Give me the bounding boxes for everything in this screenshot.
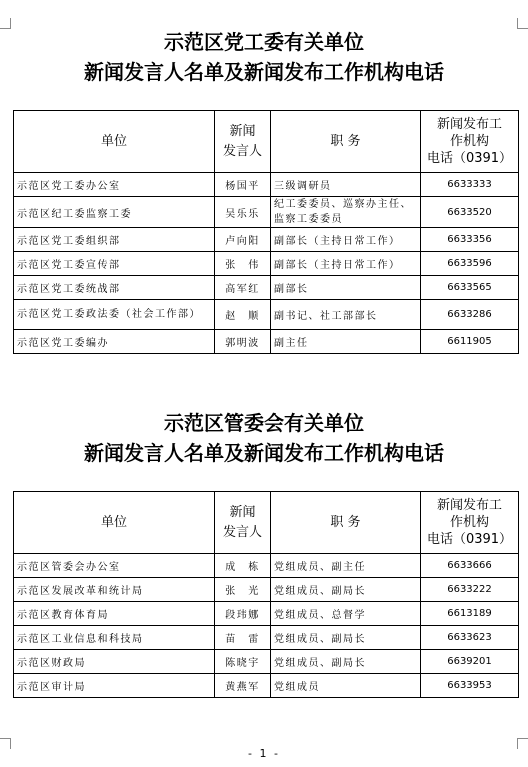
header-position: 职 务 (271, 492, 421, 554)
position-cell: 副部长（主持日常工作） (271, 228, 421, 252)
name-cell: 段玮娜 (215, 602, 271, 626)
section2-title-line2: 新闻发言人名单及新闻发布工作机构电话 (84, 441, 444, 465)
table-row (14, 650, 519, 674)
phone-cell: 6633596 (421, 252, 519, 276)
section1-title-line2: 新闻发言人名单及新闻发布工作机构电话 (84, 60, 444, 84)
name-cell: 成 栋 (215, 554, 271, 578)
header-spokesperson: 新闻 发言人 (215, 492, 271, 554)
name-cell: 吴乐乐 (215, 197, 271, 228)
phone-cell: 6633666 (421, 554, 519, 578)
header-spokesperson: 新闻 发言人 (215, 111, 271, 173)
section1-title-line1: 示范区党工委有关单位 (164, 30, 364, 54)
header-position: 职 务 (271, 111, 421, 173)
position-cell: 副书记、社工部部长 (271, 300, 421, 330)
table-row (14, 228, 519, 252)
unit-cell: 示范区党工委统战部 (14, 276, 215, 300)
table-row (14, 330, 519, 354)
table-row (14, 602, 519, 626)
phone-cell: 6639201 (421, 650, 519, 674)
table-row (14, 674, 519, 698)
position-cell: 纪工委委员、巡察办主任、监察工委委员 (271, 197, 421, 228)
header-unit: 单位 (14, 111, 215, 173)
table-header-row (14, 492, 519, 554)
name-cell: 赵 顺 (215, 300, 271, 330)
unit-cell: 示范区教育体育局 (14, 602, 215, 626)
unit-cell: 示范区审计局 (14, 674, 215, 698)
position-cell: 党组成员、副主任 (271, 554, 421, 578)
name-cell: 黄燕军 (215, 674, 271, 698)
name-cell: 郭明波 (215, 330, 271, 354)
position-cell: 副部长 (271, 276, 421, 300)
unit-cell: 示范区纪工委监察工委 (14, 197, 215, 228)
table-row (14, 173, 519, 197)
table-row (14, 300, 519, 330)
header-phone: 新闻发布工 作机构 电话（0391） (421, 111, 519, 173)
table-row (14, 626, 519, 650)
section2-table (13, 491, 519, 698)
unit-cell: 示范区财政局 (14, 650, 215, 674)
name-cell: 陈晓宇 (215, 650, 271, 674)
phone-cell: 6633333 (421, 173, 519, 197)
unit-cell: 示范区管委会办公室 (14, 554, 215, 578)
section1-table (13, 110, 519, 354)
position-cell: 副主任 (271, 330, 421, 354)
table-row (14, 276, 519, 300)
position-cell: 党组成员、副局长 (271, 578, 421, 602)
table-row (14, 578, 519, 602)
header-unit: 单位 (14, 492, 215, 554)
phone-cell: 6613189 (421, 602, 519, 626)
table-row (14, 252, 519, 276)
section2-title-line1: 示范区管委会有关单位 (164, 411, 364, 435)
header-phone: 新闻发布工 作机构 电话（0391） (421, 492, 519, 554)
name-cell: 卢向阳 (215, 228, 271, 252)
name-cell: 杨国平 (215, 173, 271, 197)
phone-cell: 6633520 (421, 197, 519, 228)
page-number: - 1 - (248, 747, 280, 760)
unit-cell: 示范区发展改革和统计局 (14, 578, 215, 602)
section2-title (0, 408, 528, 468)
name-cell: 张 伟 (215, 252, 271, 276)
position-cell: 党组成员、副局长 (271, 650, 421, 674)
unit-cell: 示范区党工委组织部 (14, 228, 215, 252)
position-cell: 党组成员 (271, 674, 421, 698)
name-cell: 苗 雷 (215, 626, 271, 650)
phone-cell: 6633953 (421, 674, 519, 698)
unit-cell: 示范区党工委办公室 (14, 173, 215, 197)
position-cell: 三级调研员 (271, 173, 421, 197)
section1-title (0, 27, 528, 87)
phone-cell: 6633286 (421, 300, 519, 330)
table-header-row (14, 111, 519, 173)
table-row (14, 197, 519, 228)
position-cell: 党组成员、总督学 (271, 602, 421, 626)
position-cell: 副部长（主持日常工作） (271, 252, 421, 276)
unit-cell: 示范区工业信息和科技局 (14, 626, 215, 650)
phone-cell: 6633222 (421, 578, 519, 602)
phone-cell: 6633623 (421, 626, 519, 650)
position-cell: 党组成员、副局长 (271, 626, 421, 650)
phone-cell: 6633565 (421, 276, 519, 300)
unit-cell: 示范区党工委宣传部 (14, 252, 215, 276)
name-cell: 张 光 (215, 578, 271, 602)
table-row (14, 554, 519, 578)
name-cell: 高军红 (215, 276, 271, 300)
unit-cell: 示范区党工委政法委（社会工作部） (14, 300, 215, 330)
phone-cell: 6611905 (421, 330, 519, 354)
phone-cell: 6633356 (421, 228, 519, 252)
unit-cell: 示范区党工委编办 (14, 330, 215, 354)
